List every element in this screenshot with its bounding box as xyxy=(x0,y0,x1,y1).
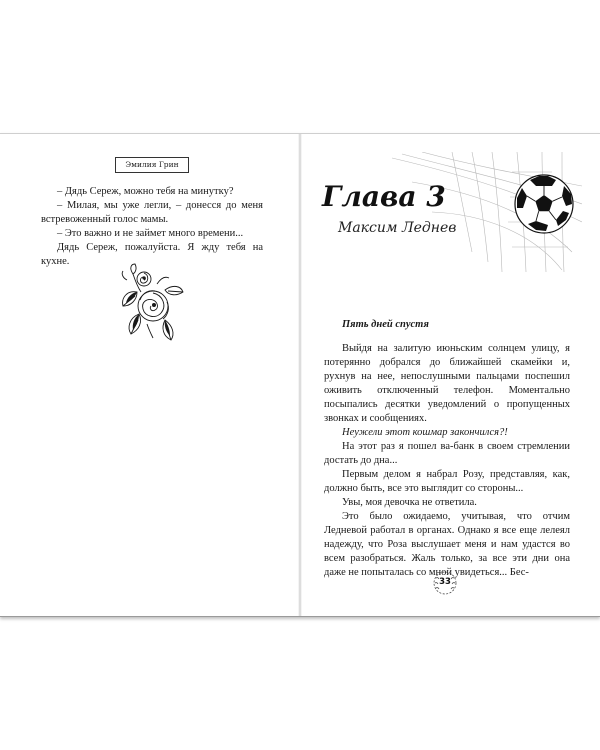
paragraph: Неужели этот кошмар закончился?! xyxy=(342,427,508,438)
running-header: Эмилия Грин xyxy=(115,157,189,173)
chapter-body xyxy=(324,318,570,580)
page-number: 33 xyxy=(439,577,451,587)
paragraph: Первым делом я набрал Розу, представляя, как, должно быть, все это выглядит со стороны... xyxy=(324,469,570,494)
dialogue-line: – Милая, мы уже легли, – донесся до меня встревоженный голос мамы. xyxy=(41,200,263,225)
dialogue-line: Дядь Сереж, пожалуйста. Я жду тебя на кухне. xyxy=(41,242,263,267)
rose-illustration-icon xyxy=(113,262,185,342)
section-heading: Пять дней спустя xyxy=(342,319,429,330)
chapter-subtitle: Максим Леднев xyxy=(338,220,457,236)
paragraph: Это было ожидаемо, учитывая, что отчим Ледневой работал в органах. Однако я все еще лелеял надежду, что Роза выслушает меня и нам удастся во всем разобраться. Жаль только, за все эти дни она даже не попыталась со мной увидеться... Бес- xyxy=(324,511,570,578)
dialogue-line: – Дядь Сереж, можно тебя на минутку? xyxy=(57,186,234,197)
book-spread xyxy=(0,133,600,617)
right-page xyxy=(300,134,600,616)
chapter-title: Глава 3 xyxy=(322,180,446,213)
paragraph: Увы, моя девочка не ответила. xyxy=(342,497,477,508)
paragraph: Выйдя на залитую июньским солнцем улицу, я потерянно добрался до ближайшей скамейки и, рухнув на нее, непослушными пальцами поспешил оживить отключенный телефон. Моментально посыпались десятки уведомлений о пропущенных звонках и сообщениях. xyxy=(324,343,570,424)
paragraph: На этот раз я пошел ва-банк в своем стремлении достать до дна... xyxy=(324,441,570,466)
dialogue-line: – Это важно и не займет много времени... xyxy=(57,228,244,239)
left-page-text xyxy=(41,185,263,269)
left-page xyxy=(0,134,300,616)
page-number-ornament xyxy=(431,569,459,597)
